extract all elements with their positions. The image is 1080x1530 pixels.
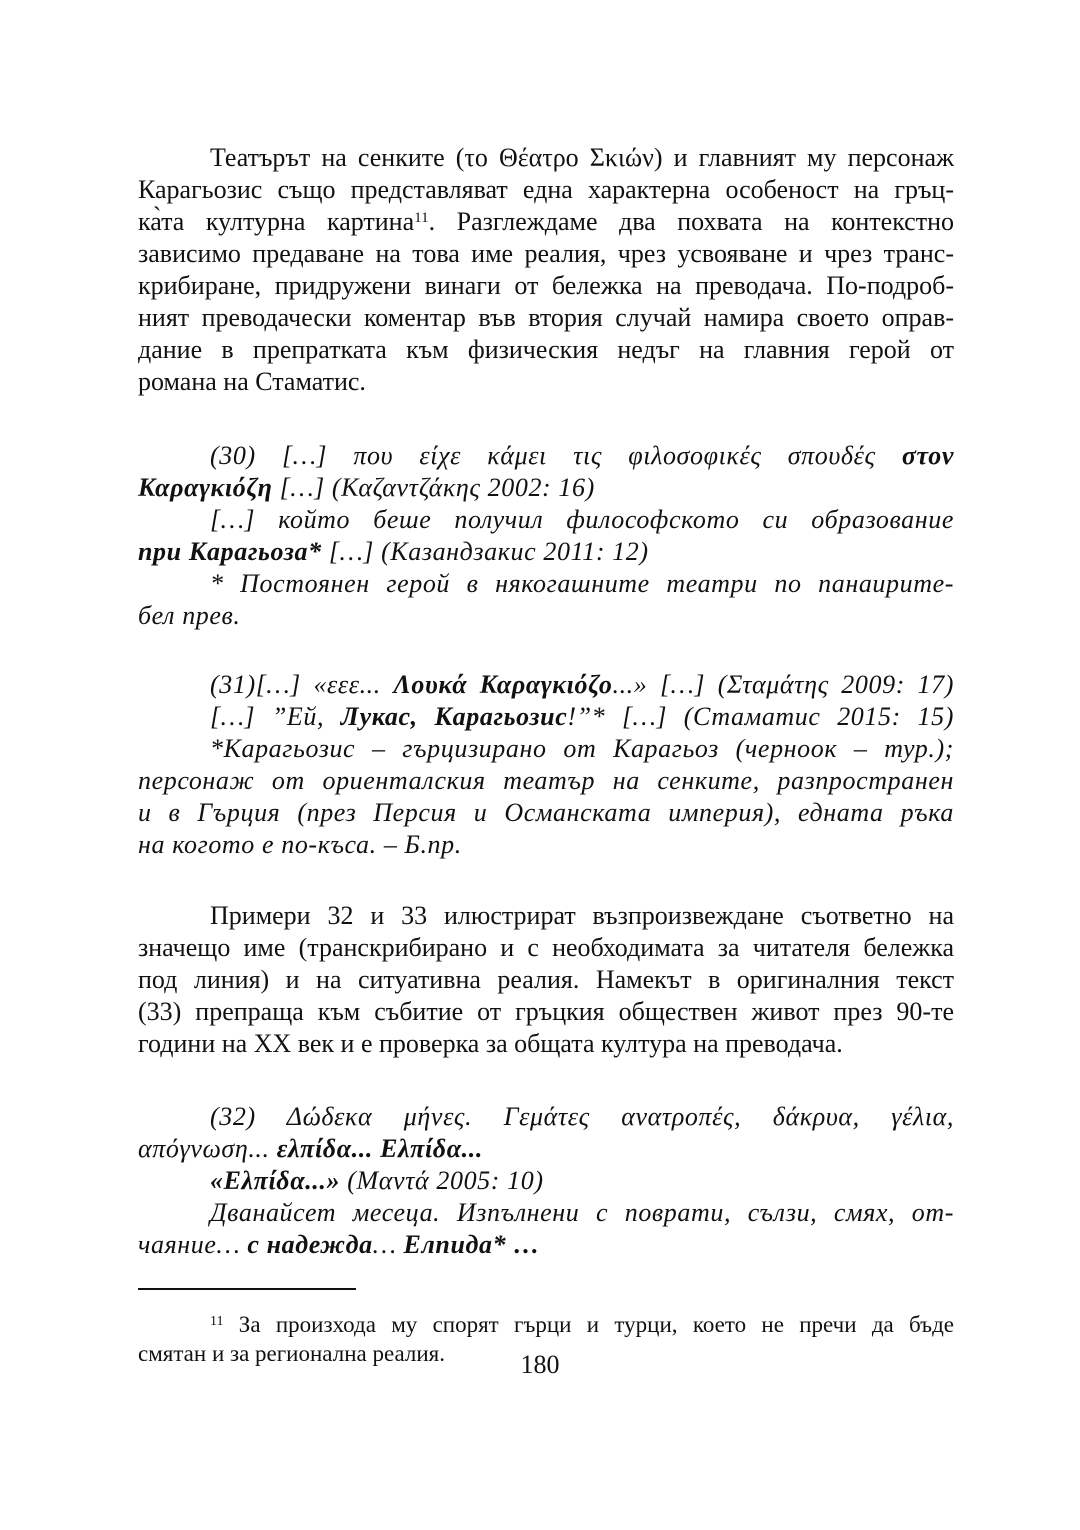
paragraph-shadow-theatre xyxy=(138,142,954,398)
text-run: . Разглеждаме два похвата на контекстно xyxy=(428,207,954,236)
text-line xyxy=(138,472,954,504)
text-line: Дванайсет месеца. Изпълнени с поврати, сълзи, смях, от- xyxy=(210,1198,954,1227)
text-line: Карагьозис също представляват една характерна особеност на гръц- xyxy=(138,175,954,204)
text-line: бел прев. xyxy=(138,601,241,630)
text-run: … xyxy=(372,1230,404,1259)
text-line: (32) Δώδεκα μήνες. Γεμάτες ανατροπές, δάκρυα, γέλια, xyxy=(210,1102,954,1131)
text-run: (Μαντά 2005: 10) xyxy=(340,1166,544,1195)
text-line: години на XX век и е проверка за общата култура на преводача. xyxy=(138,1029,843,1058)
text-line xyxy=(138,440,954,472)
page-number: 180 xyxy=(520,1350,560,1379)
text-run: ...» […] (Σταμάτης 2009: 17) xyxy=(612,670,954,699)
example-32 xyxy=(138,1101,954,1261)
text-line: на когото е по-къса. – Б.пр. xyxy=(138,830,462,859)
text-run: !”* […] (Стаматис 2015: 15) xyxy=(567,702,954,731)
text-run: чаяние… xyxy=(138,1230,248,1259)
text-line: персонаж от ориенталския театър на сенките, разпространен xyxy=(138,766,954,795)
text-line: Театърът на сенките (το Θέατρο Σκιών) и главният му персонаж xyxy=(210,143,954,172)
text-run: (30) […] που είχε κάμει τις φιλοσοφικές σπουδές xyxy=(210,441,902,470)
bold-run: Καραγκιόζη xyxy=(138,473,273,502)
text-line xyxy=(138,701,954,733)
text-line: *Карагьозис – гърцизирано от Карагьоз (черноок – тур.); xyxy=(210,734,954,763)
paragraph-examples-32-33 xyxy=(138,900,954,1060)
text-line: ният преводачески коментар във втория случай намира своето оправ- xyxy=(138,303,954,332)
bold-run: ελπίδα... Ελπίδα... xyxy=(276,1134,483,1163)
text-line: […] който беше получил философското си образование xyxy=(210,505,954,534)
footnote-line xyxy=(138,1310,954,1339)
bold-run: Лукас, Карагьозис xyxy=(340,702,568,731)
text-run: (31)[…] «εεε... xyxy=(210,670,394,699)
text-run: […] (Καζαντζάκης 2002: 16) xyxy=(272,473,595,502)
text-line xyxy=(138,1165,954,1197)
text-line: значещо име (транскрибирано и с необходимата за читателя бележка xyxy=(138,933,954,962)
bold-run: при Карагьоза* xyxy=(138,537,322,566)
text-run: […] (Казандзакис 2011: 12) xyxy=(321,537,649,566)
text-line: Примери 32 и 33 илюстрират възпроизвеждане съответно на xyxy=(210,901,954,930)
bold-run: «Ελπίδα...» xyxy=(210,1166,341,1195)
text-line xyxy=(138,206,954,238)
footnote-separator xyxy=(138,1288,356,1290)
text-line: зависимо предаване на това име реалия, чрез усвояване и чрез транс- xyxy=(138,239,954,268)
example-31 xyxy=(138,669,954,861)
text-line: и в Гърция (през Персия и Османската империя), едната ръка xyxy=(138,798,954,827)
text-run: ка̀та културна картина xyxy=(138,207,415,236)
footnote-number: 11 xyxy=(210,1314,224,1329)
footnote-reference[interactable]: 11 xyxy=(414,210,429,226)
text-line xyxy=(138,1229,954,1261)
text-line xyxy=(138,1133,954,1165)
text-run: απόγνωση... xyxy=(138,1134,277,1163)
bold-run: στον xyxy=(901,441,954,470)
text-run: За произхода му спорят гърци и турци, което не пречи да бъде xyxy=(223,1312,954,1337)
bold-run: Λουκά Καραγκιόζο xyxy=(393,670,613,699)
example-30 xyxy=(138,440,954,632)
footnote-line: смятан и за регионална реалия. xyxy=(138,1341,445,1366)
text-line: романа на Стаматис. xyxy=(138,367,366,396)
text-run: […] ”Ей, xyxy=(210,702,341,731)
bold-run: Елпида* … xyxy=(403,1230,540,1259)
text-line: (33) препраща към събитие от гръцкия обществен живот през 90-те xyxy=(138,997,954,1026)
text-line: дание в препратката към физическия недъг на главния герой от xyxy=(138,335,954,364)
text-line: крибиране, придружени винаги от бележка на преводача. По-подроб- xyxy=(138,271,954,300)
text-line: под линия) и на ситуативна реалия. Намекът в оригиналния текст xyxy=(138,965,954,994)
text-line: * Постоянен герой в някогашните театри по панаирите- xyxy=(210,569,954,598)
bold-run: с надежда xyxy=(247,1230,373,1259)
text-line xyxy=(138,536,954,568)
text-line xyxy=(138,669,954,701)
